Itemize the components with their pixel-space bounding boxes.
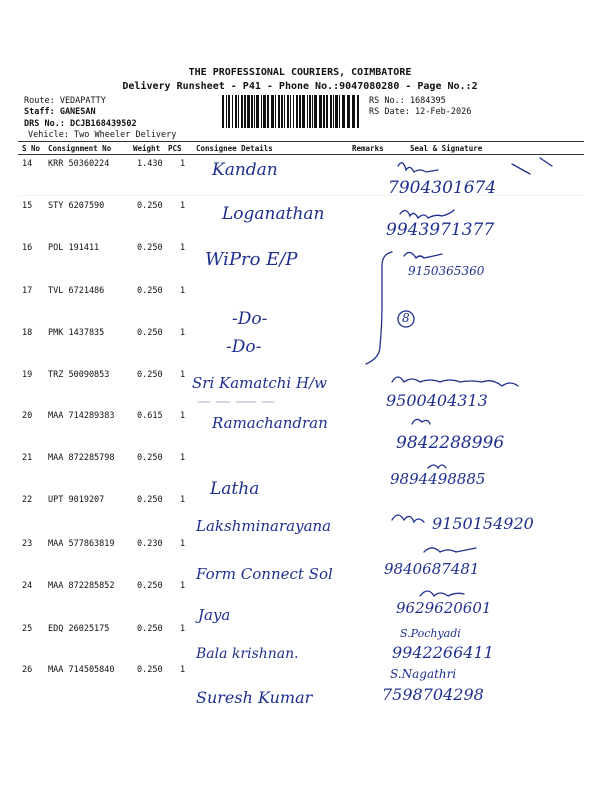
barcode-bar [290,95,291,128]
row-weight: 0.615 [137,411,163,421]
handwritten-consignee: Bala krishnan. [196,646,299,662]
handwritten-consignee: Jaya [198,606,231,624]
handwritten-consignee: Kandan [212,160,278,180]
barcode-bar [263,95,266,128]
barcode-bar [275,95,276,128]
pen-stroke [540,158,552,166]
row-sno: 14 [22,159,33,169]
barcode-bar [238,95,239,128]
signature-scribble [412,419,430,424]
row-sno: 20 [22,411,33,421]
row-weight: 0.230 [137,539,163,549]
runsheet-subtitle: Delivery Runsheet - P41 - Phone No.:9047080280 - Page No.:2 [122,81,478,92]
row-pcs: 1 [180,495,186,505]
row-consignment: TRZ 50090853 [48,370,110,380]
row-sno: 26 [22,665,33,675]
col-signature: Seal & Signature [410,144,483,153]
handwritten-consignee: Form Connect Sol [196,565,333,583]
circled-mark: 8 [402,311,410,325]
signature-scribble [428,465,446,468]
row-pcs: 1 [180,286,186,296]
row-sno: 23 [22,539,33,549]
row-pcs: 1 [180,581,186,591]
row-consignment: MAA 872285798 [48,453,115,463]
row-pcs: 1 [180,665,186,675]
handwritten-consignee: Sri Kamatchi H/w [192,374,327,392]
handwritten-phone: 9894498885 [390,470,486,488]
signature-scribble [424,548,476,552]
handwritten-phone: 9842288996 [396,433,505,453]
barcode-bar [319,95,322,128]
vehicle-label: Vehicle: Two Wheeler Delivery [28,130,177,140]
row-consignment: STY 6207590 [48,201,105,211]
row-sno: 24 [22,581,33,591]
row-pcs: 1 [180,370,186,380]
barcode-bar [271,95,274,128]
barcode-bar [287,95,289,128]
row-sno: 21 [22,453,33,463]
barcode-bar [330,95,332,128]
handwritten-phone: 9500404313 [386,391,488,410]
barcode-bar [251,95,253,128]
handwritten-signer-name: S.Nagathri [390,667,457,681]
row-sno: 19 [22,370,33,380]
barcode-bar [309,95,311,128]
barcode-bar [244,95,246,128]
row-consignment: POL 191411 [48,243,100,253]
route-label: Route: VEDAPATTY [24,96,106,106]
barcode-bar [296,95,298,128]
handwritten-phone: 9150365360 [408,264,485,278]
row-weight: 0.250 [137,201,163,211]
barcode-bar [312,95,313,128]
staff-label: Staff: GANESAN [24,107,96,117]
col-consignment: Consignment No [48,144,112,153]
pen-stroke [512,164,530,174]
row-consignment: MAA 714505840 [48,665,115,675]
row-pcs: 1 [180,201,186,211]
row-sno: 25 [22,624,33,634]
handwritten-phone: 9150154920 [432,514,534,533]
signature-scribble [404,252,442,258]
barcode-bar [281,95,283,128]
barcode-bar [335,95,338,128]
barcode-bar [333,95,334,128]
bracket-mark [366,252,392,364]
col-remarks: Remarks [352,144,384,153]
barcode-bar [352,95,355,128]
handwritten-consignee: Ramachandran [212,414,328,432]
row-consignment: PMK 1437835 [48,328,105,338]
row-consignment: MAA 872285852 [48,581,115,591]
handwritten-ditto: -Do- [232,309,268,329]
barcode-bar [222,95,224,128]
barcode-bar [357,95,359,128]
signature-scribble [398,163,438,172]
handwritten-phone: 9943971377 [386,220,495,240]
row-divider [18,195,584,196]
barcode-bar [241,95,243,128]
barcode-bar [284,95,285,128]
handwritten-ditto: -Do- [226,337,262,357]
handwritten-consignee: Lakshminarayana [196,517,332,535]
barcode-bar [261,95,262,128]
col-consignee: Consignee Details [196,144,273,153]
barcode-bar [342,95,345,128]
barcode-image [222,95,362,128]
row-consignment: UPT 9019207 [48,495,105,505]
signature-scribble [392,377,518,386]
row-consignment: MAA 577863819 [48,539,115,549]
handwritten-consignee: Loganathan [222,204,325,224]
row-weight: 0.250 [137,453,163,463]
col-weight: Weight [133,144,161,153]
row-consignment: TVL 6721486 [48,286,105,296]
row-sno: 15 [22,201,33,211]
handwritten-signer-name: S.Pochyadi [400,627,461,640]
rs-number: RS No.: 1684395 [369,96,446,106]
col-sno: S No [22,144,41,153]
row-pcs: 1 [180,243,186,253]
signature-scribble [392,515,424,522]
barcode-bar [293,95,294,128]
row-weight: 0.250 [137,624,163,634]
row-weight: 1.430 [137,159,163,169]
handwritten-phone: 9629620601 [396,599,492,617]
barcode-bar [232,95,233,128]
signature-scribble [400,210,454,218]
row-consignment: EDQ 26025175 [48,624,110,634]
handwritten-phone: 9840687481 [384,560,480,578]
barcode-bar [299,95,301,128]
barcode-bar [314,95,317,128]
barcode-bar [228,95,230,128]
barcode-bar [226,95,227,128]
barcode-bar [278,95,280,128]
row-sno: 18 [22,328,33,338]
row-consignment: MAA 714289383 [48,411,115,421]
row-pcs: 1 [180,411,186,421]
handwritten-phone: 7598704298 [382,685,484,704]
row-pcs: 1 [180,624,186,634]
row-weight: 0.250 [137,243,163,253]
col-pcs: PCS [168,144,182,153]
barcode-bar [339,95,340,128]
row-sno: 17 [22,286,33,296]
barcode-bar [256,95,259,128]
row-weight: 0.250 [137,286,163,296]
row-pcs: 1 [180,159,186,169]
row-weight: 0.250 [137,370,163,380]
barcode-bar [347,95,350,128]
barcode-bar [307,95,308,128]
row-pcs: 1 [180,453,186,463]
row-sno: 22 [22,495,33,505]
row-sno: 16 [22,243,33,253]
barcode-bar [267,95,269,128]
row-weight: 0.250 [137,665,163,675]
barcode-bar [235,95,237,128]
row-pcs: 1 [180,539,186,549]
row-weight: 0.250 [137,495,163,505]
signature-scribble [420,591,464,596]
handwritten-consignee: Suresh Kumar [196,688,313,707]
handwritten-consignee: Latha [210,479,260,499]
barcode-bar [254,95,255,128]
barcode-bar [302,95,305,128]
table-header-rule [18,154,584,155]
barcode-bar [247,95,250,128]
handwritten-phone: 7904301674 [388,178,497,198]
table-top-rule [18,141,584,142]
row-weight: 0.250 [137,581,163,591]
drs-number: DRS No.: DCJB168439502 [24,119,137,129]
company-title: THE PROFESSIONAL COURIERS, COIMBATORE [188,67,412,78]
rs-date: RS Date: 12-Feb-2026 [369,107,472,117]
handwritten-phone: 9942266411 [392,643,494,662]
row-pcs: 1 [180,328,186,338]
handwritten-consignee: WiPro E/P [205,249,298,270]
barcode-bar [323,95,325,128]
row-weight: 0.250 [137,328,163,338]
row-consignment: KRR 50360224 [48,159,110,169]
barcode-bar [326,95,328,128]
